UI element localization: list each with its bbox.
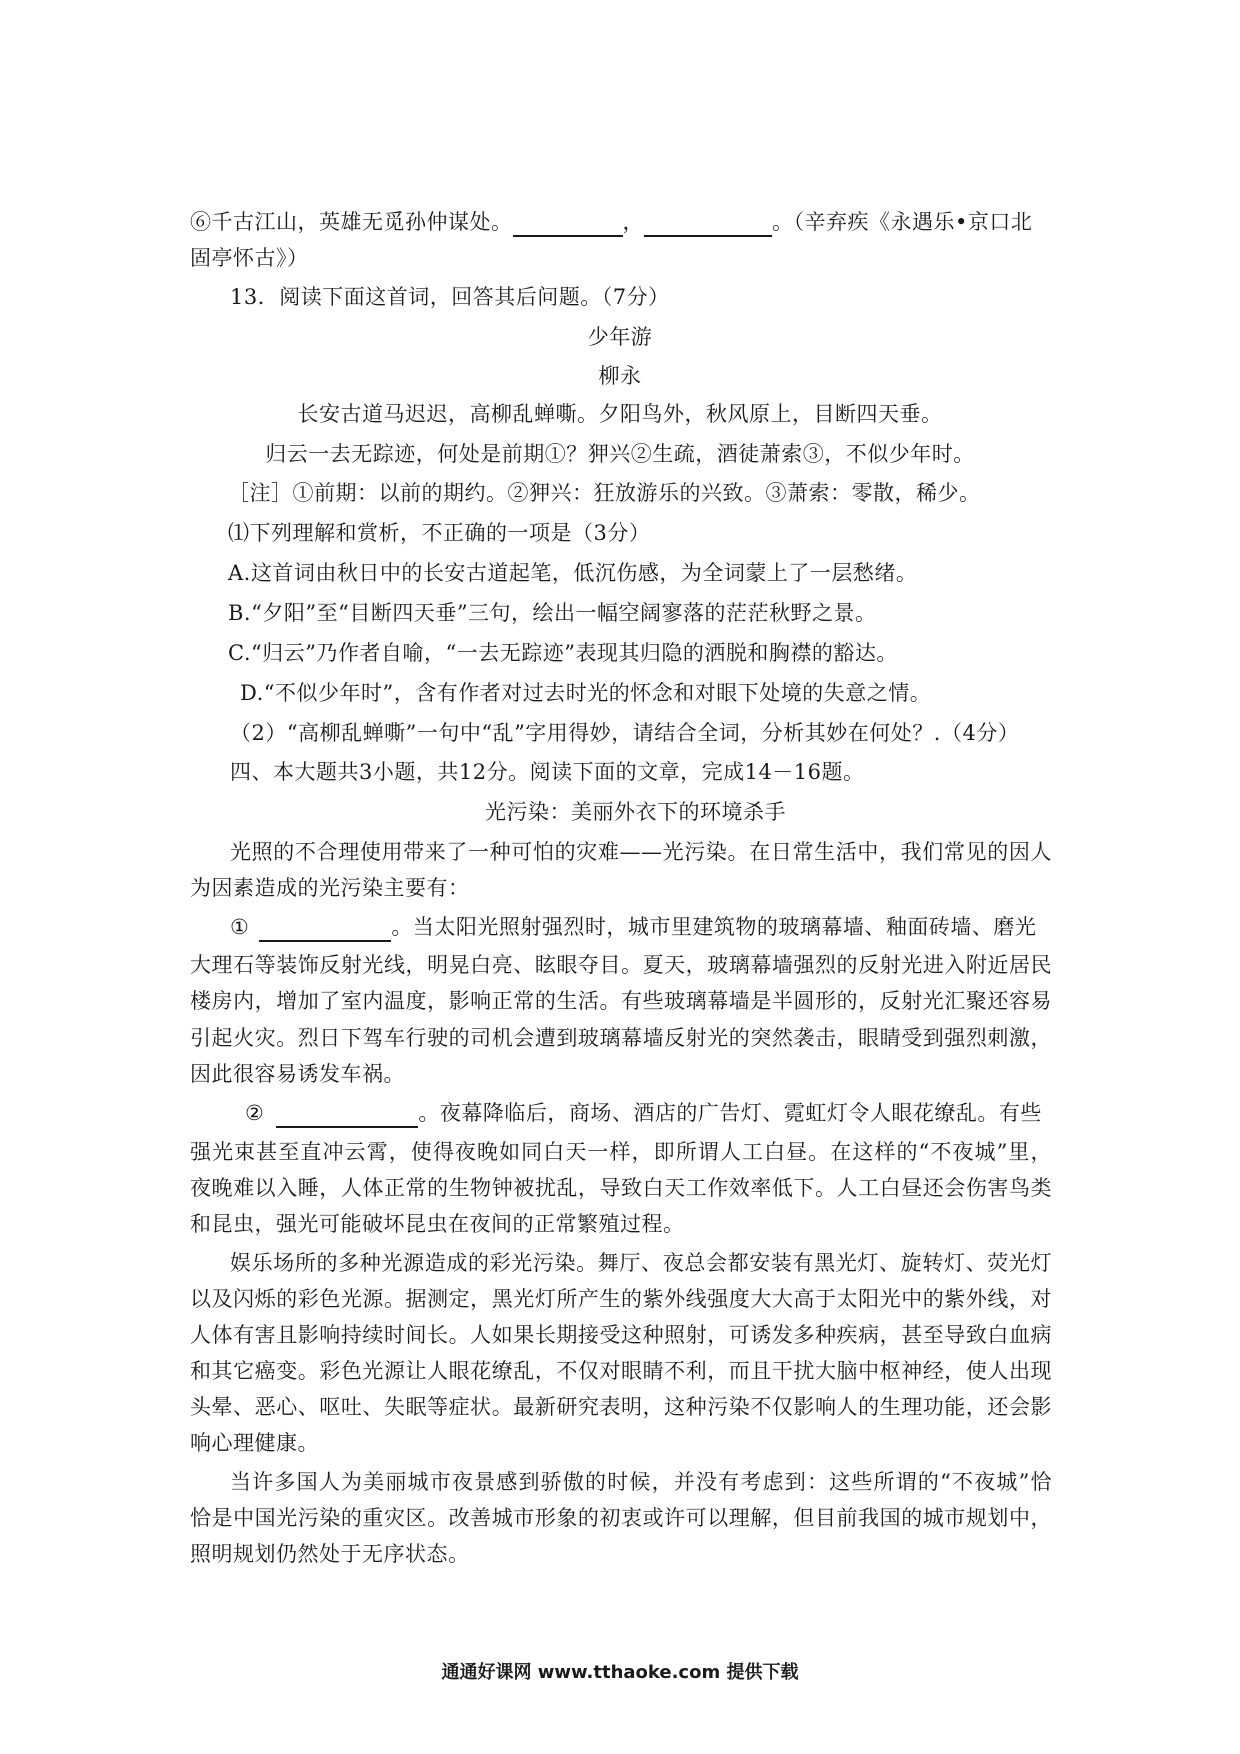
p5-line-1: 当许多国人为美丽城市夜景感到骄傲的时候，并没有考虑到：这些所谓的“不夜城”恰 bbox=[230, 1470, 1052, 1494]
p4-line-6: 响心理健康。 bbox=[190, 1431, 319, 1455]
q12-item6-comma: ， bbox=[622, 210, 644, 234]
q12-item6-source: 。（辛弃疾《永遇乐•京口北 bbox=[772, 210, 1033, 234]
p3-line-1 bbox=[245, 1098, 1052, 1128]
q12-item6-line1 bbox=[190, 207, 1032, 237]
option-a: A.这首词由秋日中的长安古道起笔，低沉伤感，为全词蒙上了一层愁绪。 bbox=[228, 561, 918, 585]
article-title: 光污染：美丽外衣下的环境杀手 bbox=[485, 800, 786, 824]
p2-line-3: 楼房内，增加了室内温度，影响正常的生活。有些玻璃幕墙是半圆形的，反射光汇聚还容易 bbox=[190, 989, 1052, 1013]
section4-heading: 四、本大题共3小题，共12分。阅读下面的文章，完成14－16题。 bbox=[230, 760, 865, 784]
answer-blank-4[interactable] bbox=[276, 1104, 418, 1128]
poem-author: 柳永 bbox=[598, 364, 642, 388]
p3-number: ② bbox=[245, 1101, 265, 1125]
p4-line-1: 娱乐场所的多种光源造成的彩光污染。舞厅、夜总会都安装有黑光灯、旋转灯、荧光灯 bbox=[230, 1251, 1052, 1275]
p3-line-2: 强光束甚至直冲云霄，使得夜晚如同白天一样，即所谓人工白昼。在这样的“不夜城”里， bbox=[190, 1140, 1052, 1164]
p2-line-2: 大理石等装饰反射光线，明晃白亮、眩眼夺目。夏天，玻璃幕墙强烈的反射光进入附近居民 bbox=[190, 953, 1052, 977]
answer-blank-3[interactable] bbox=[259, 918, 391, 942]
footer-text: 通通好课网 www.tthaoke.com 提供下载 bbox=[441, 1662, 799, 1683]
p2-line-1 bbox=[230, 912, 1052, 942]
option-b: B.“夕阳”至“目断四天垂”三句，绘出一幅空阔寥落的茫茫秋野之景。 bbox=[228, 601, 877, 625]
p2-number: ① bbox=[230, 915, 250, 939]
poem-note: ［注］①前期：以前的期约。②狎兴：狂放游乐的兴致。③萧索：零散，稀少。 bbox=[228, 481, 981, 505]
option-d: D.“不似少年时”，含有作者对过去时光的怀念和对眼下处境的失意之情。 bbox=[240, 681, 932, 705]
p4-line-5: 头晕、恶心、呕吐、失眠等症状。最新研究表明，这种污染不仅影响人的生理功能，还会影 bbox=[190, 1395, 1052, 1419]
p1-line-1: 光照的不合理使用带来了一种可怕的灾难——光污染。在日常生活中，我们常见的因人 bbox=[230, 840, 1052, 864]
q13-sub1: ⑴下列理解和赏析，不正确的一项是（3分） bbox=[228, 521, 651, 545]
p4-line-4: 和其它癌变。彩色光源让人眼花缭乱，不仅对眼睛不利，而且干扰大脑中枢神经，使人出现 bbox=[190, 1359, 1052, 1383]
option-c: C.“归云”乃作者自喻，“一去无踪迹”表现其归隐的洒脱和胸襟的豁达。 bbox=[228, 641, 898, 665]
q12-item6-line2: 固亭怀古》） bbox=[190, 246, 309, 270]
q13-sub2: （2）“高柳乱蝉嘶”一句中“乱”字用得妙，请结合全词，分析其妙在何处？.（4分） bbox=[230, 721, 1020, 745]
poem-line-2: 归云一去无踪迹，何处是前期①？狎兴②生疏，酒徒萧索③，不似少年时。 bbox=[265, 442, 975, 466]
p5-line-2: 恰是中国光污染的重灾区。改善城市形象的初衷或许可以理解，但目前我国的城市规划中， bbox=[190, 1506, 1052, 1530]
p2-line-5: 因此很容易诱发车祸。 bbox=[190, 1062, 405, 1086]
answer-blank-2[interactable] bbox=[644, 213, 772, 237]
q13-prompt: 13．阅读下面这首词，回答其后问题。（7分） bbox=[230, 285, 670, 309]
p3-line-4: 和昆虫，强光可能破坏昆虫在夜间的正常繁殖过程。 bbox=[190, 1212, 685, 1236]
p3-line-1-text: 。夜幕降临后，商场、酒店的广告灯、霓虹灯令人眼花缭乱。有些 bbox=[418, 1101, 1042, 1125]
p2-line-1-text: 。当太阳光照射强烈时，城市里建筑物的玻璃幕墙、釉面砖墙、磨光 bbox=[391, 915, 1037, 939]
p3-line-3: 夜晚难以入睡，人体正常的生物钟被扰乱，导致白天工作效率低下。人工白昼还会伤害鸟类 bbox=[190, 1176, 1052, 1200]
p2-line-4: 引起火灾。烈日下驾车行驶的司机会遭到玻璃幕墙反射光的突然袭击，眼睛受到强烈刺激， bbox=[190, 1026, 1052, 1050]
p4-line-2: 以及闪烁的彩色光源。据测定，黑光灯所产生的紫外线强度大大高于太阳光中的紫外线，对 bbox=[190, 1287, 1052, 1311]
p4-line-3: 人体有害且影响持续时间长。人如果长期接受这种照射，可诱发多种疾病，甚至导致白血病 bbox=[190, 1323, 1052, 1347]
poem-line-1: 长安古道马迟迟，高柳乱蝉嘶。夕阳鸟外，秋风原上，目断四天垂。 bbox=[297, 402, 943, 426]
p5-line-3: 照明规划仍然处于无序状态。 bbox=[190, 1542, 470, 1566]
answer-blank-1[interactable] bbox=[513, 213, 623, 237]
q12-item6-text: ⑥千古江山，英雄无觅孙仲谋处。 bbox=[190, 210, 513, 234]
poem-title: 少年游 bbox=[587, 325, 653, 349]
p1-line-2: 为因素造成的光污染主要有： bbox=[190, 876, 470, 900]
